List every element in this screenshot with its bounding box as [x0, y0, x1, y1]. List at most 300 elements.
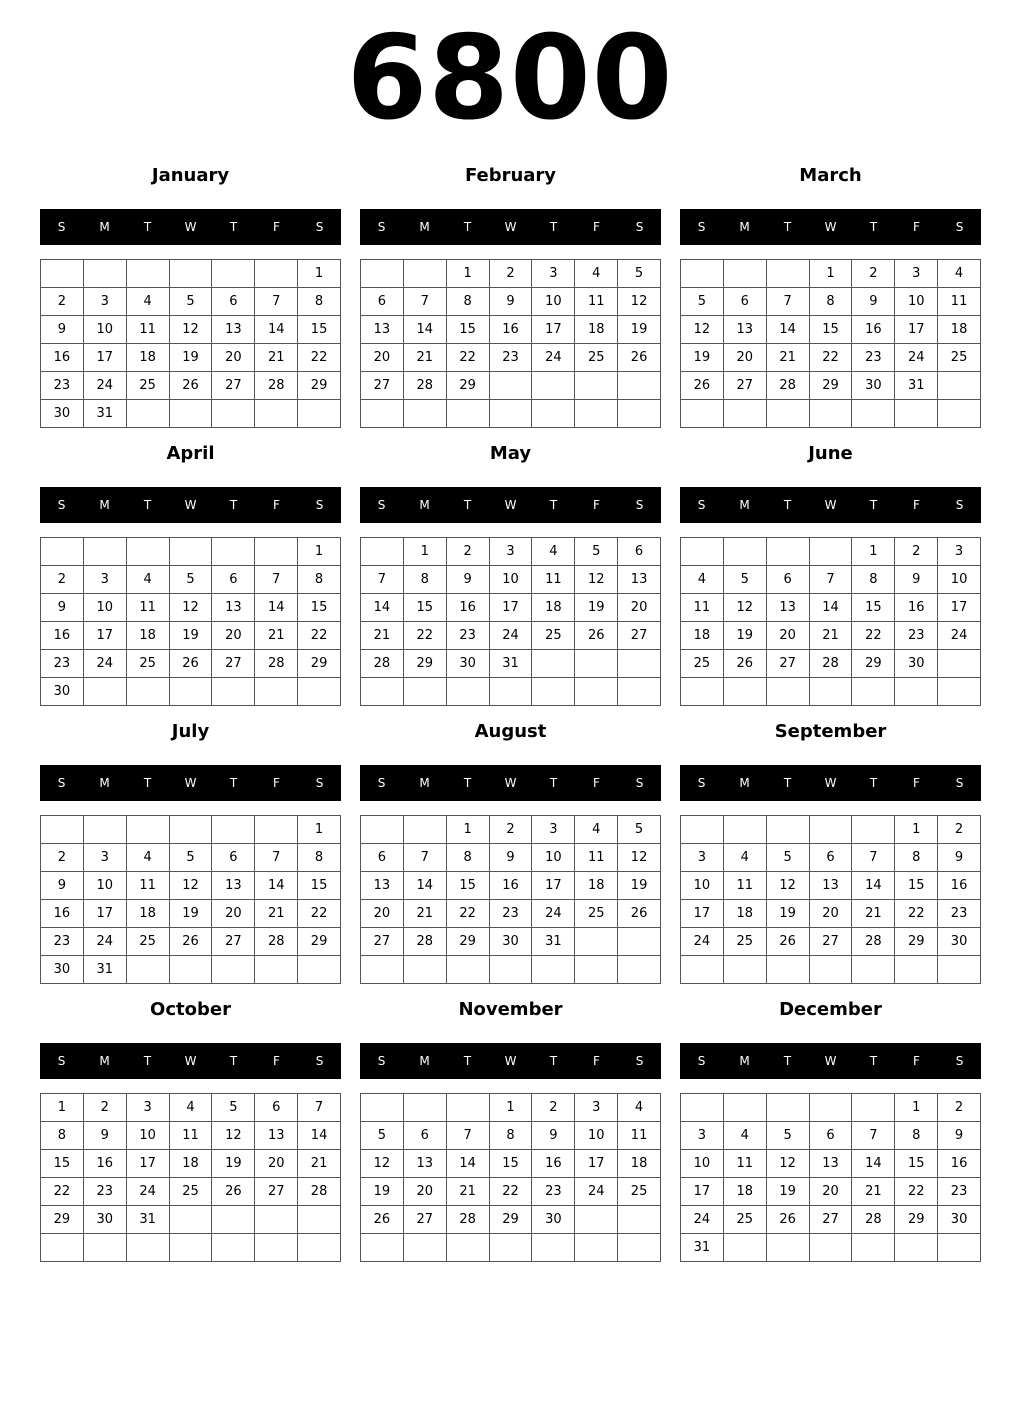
day-cell: 23 — [532, 1178, 575, 1206]
day-cell: 2 — [41, 566, 84, 594]
day-cell: 21 — [255, 622, 298, 650]
day-cell: 27 — [212, 650, 255, 678]
day-cell: 10 — [895, 288, 938, 316]
empty-day-cell — [681, 400, 724, 428]
day-cell: 30 — [895, 650, 938, 678]
empty-day-cell — [575, 1206, 618, 1234]
day-cell: 23 — [41, 928, 84, 956]
day-cell: 8 — [852, 566, 895, 594]
weekday-label: S — [635, 220, 644, 234]
empty-day-cell — [810, 956, 853, 984]
day-cell: 4 — [127, 288, 170, 316]
day-cell: 25 — [724, 1206, 767, 1234]
empty-day-cell — [532, 1234, 575, 1262]
day-cell: 15 — [404, 594, 447, 622]
weekday-label: W — [184, 1054, 197, 1068]
day-cell: 15 — [298, 872, 341, 900]
day-cell: 19 — [681, 344, 724, 372]
weekday-label: T — [783, 220, 792, 234]
day-cell: 9 — [852, 288, 895, 316]
empty-day-cell — [575, 400, 618, 428]
weekday-label: F — [593, 498, 600, 512]
empty-day-cell — [41, 1234, 84, 1262]
day-cell: 16 — [938, 872, 981, 900]
day-cell: 1 — [810, 260, 853, 288]
day-cell: 24 — [490, 622, 533, 650]
month-name: May — [489, 443, 532, 464]
day-cell: 18 — [724, 900, 767, 928]
weekday-label: S — [697, 498, 706, 512]
day-cell: 9 — [490, 288, 533, 316]
day-cell: 2 — [41, 844, 84, 872]
empty-day-cell — [938, 650, 981, 678]
empty-day-cell — [84, 538, 127, 566]
day-cell: 23 — [938, 900, 981, 928]
day-cell: 5 — [767, 844, 810, 872]
day-cell: 23 — [852, 344, 895, 372]
empty-day-cell — [938, 372, 981, 400]
day-cell: 13 — [767, 594, 810, 622]
day-cell: 21 — [404, 344, 447, 372]
empty-day-cell — [490, 956, 533, 984]
day-cell: 11 — [575, 288, 618, 316]
weekday-label: S — [377, 1054, 386, 1068]
empty-day-cell — [127, 400, 170, 428]
weekday-label: M — [419, 220, 430, 234]
day-cell: 20 — [212, 344, 255, 372]
day-cell: 16 — [447, 594, 490, 622]
weekday-label: W — [824, 498, 837, 512]
day-cell: 1 — [41, 1094, 84, 1122]
day-cell: 24 — [532, 344, 575, 372]
weekday-label: M — [419, 498, 430, 512]
weekday-label: M — [99, 220, 110, 234]
day-cell: 28 — [255, 372, 298, 400]
day-cell: 24 — [127, 1178, 170, 1206]
day-cell: 15 — [852, 594, 895, 622]
day-cell: 15 — [895, 872, 938, 900]
day-cell: 15 — [298, 316, 341, 344]
day-cell: 29 — [41, 1206, 84, 1234]
empty-day-cell — [724, 400, 767, 428]
day-cell: 5 — [361, 1122, 404, 1150]
empty-day-cell — [810, 678, 853, 706]
empty-day-cell — [212, 400, 255, 428]
weekday-header — [680, 487, 981, 523]
day-cell: 19 — [361, 1178, 404, 1206]
day-cell: 15 — [810, 316, 853, 344]
day-cell: 28 — [404, 928, 447, 956]
day-cell: 19 — [618, 872, 661, 900]
day-cell: 12 — [575, 566, 618, 594]
weekday-label: T — [783, 498, 792, 512]
empty-day-cell — [575, 928, 618, 956]
empty-day-cell — [361, 956, 404, 984]
day-cell: 2 — [490, 816, 533, 844]
weekday-label: S — [57, 1054, 66, 1068]
day-cell: 31 — [895, 372, 938, 400]
day-cell: 1 — [895, 1094, 938, 1122]
day-cell: 22 — [298, 344, 341, 372]
empty-day-cell — [84, 816, 127, 844]
day-cell: 28 — [255, 650, 298, 678]
empty-day-cell — [490, 1234, 533, 1262]
day-cell: 13 — [212, 316, 255, 344]
day-cell: 13 — [361, 316, 404, 344]
empty-day-cell — [41, 538, 84, 566]
day-cell: 29 — [490, 1206, 533, 1234]
day-cell: 23 — [938, 1178, 981, 1206]
weekday-label: S — [315, 220, 324, 234]
empty-day-cell — [255, 538, 298, 566]
day-cell: 31 — [681, 1234, 724, 1262]
day-cell: 3 — [490, 538, 533, 566]
day-cell: 6 — [404, 1122, 447, 1150]
day-cell: 30 — [490, 928, 533, 956]
day-cell: 25 — [938, 344, 981, 372]
day-cell: 5 — [170, 566, 213, 594]
empty-day-cell — [447, 1094, 490, 1122]
empty-day-cell — [255, 260, 298, 288]
day-grid — [360, 815, 661, 984]
weekday-label: T — [143, 776, 152, 790]
day-cell: 24 — [84, 650, 127, 678]
day-cell: 12 — [767, 1150, 810, 1178]
empty-day-cell — [724, 1094, 767, 1122]
day-cell: 30 — [41, 400, 84, 428]
empty-day-cell — [447, 678, 490, 706]
day-cell: 1 — [895, 816, 938, 844]
day-cell: 28 — [404, 372, 447, 400]
day-cell: 18 — [724, 1178, 767, 1206]
empty-day-cell — [361, 1094, 404, 1122]
empty-day-cell — [404, 1234, 447, 1262]
day-cell: 19 — [724, 622, 767, 650]
day-cell: 10 — [490, 566, 533, 594]
day-cell: 22 — [298, 622, 341, 650]
day-cell: 26 — [618, 900, 661, 928]
day-cell: 30 — [41, 678, 84, 706]
day-cell: 26 — [575, 622, 618, 650]
empty-day-cell — [724, 1234, 767, 1262]
weekday-label: F — [593, 1054, 600, 1068]
day-cell: 10 — [84, 872, 127, 900]
day-cell: 16 — [895, 594, 938, 622]
weekday-label: F — [913, 220, 920, 234]
day-cell: 8 — [490, 1122, 533, 1150]
day-cell: 6 — [810, 844, 853, 872]
day-cell: 9 — [84, 1122, 127, 1150]
day-cell: 30 — [938, 928, 981, 956]
weekday-label: S — [955, 776, 964, 790]
day-cell: 2 — [84, 1094, 127, 1122]
month-name: August — [474, 721, 547, 742]
day-cell: 21 — [810, 622, 853, 650]
day-cell: 11 — [681, 594, 724, 622]
weekday-label: F — [913, 776, 920, 790]
month-name: November — [458, 999, 563, 1020]
day-cell: 30 — [84, 1206, 127, 1234]
weekday-label: W — [824, 776, 837, 790]
day-cell: 19 — [170, 622, 213, 650]
day-cell: 22 — [41, 1178, 84, 1206]
day-cell: 3 — [681, 1122, 724, 1150]
day-cell: 20 — [361, 900, 404, 928]
day-cell: 5 — [618, 816, 661, 844]
empty-day-cell — [575, 956, 618, 984]
day-cell: 12 — [618, 844, 661, 872]
empty-day-cell — [724, 956, 767, 984]
day-cell: 1 — [852, 538, 895, 566]
empty-day-cell — [895, 678, 938, 706]
day-grid — [40, 259, 341, 428]
day-cell: 22 — [298, 900, 341, 928]
day-cell: 9 — [938, 1122, 981, 1150]
day-cell: 7 — [810, 566, 853, 594]
empty-day-cell — [255, 1234, 298, 1262]
day-cell: 12 — [681, 316, 724, 344]
empty-day-cell — [767, 1094, 810, 1122]
day-cell: 10 — [84, 594, 127, 622]
day-cell: 27 — [810, 928, 853, 956]
weekday-header — [40, 1043, 341, 1079]
day-cell: 27 — [767, 650, 810, 678]
weekday-label: T — [143, 220, 152, 234]
weekday-label: F — [593, 776, 600, 790]
day-cell: 22 — [895, 1178, 938, 1206]
day-cell: 21 — [447, 1178, 490, 1206]
day-cell: 8 — [404, 566, 447, 594]
day-cell: 5 — [212, 1094, 255, 1122]
empty-day-cell — [127, 538, 170, 566]
day-cell: 25 — [127, 650, 170, 678]
day-cell: 25 — [681, 650, 724, 678]
weekday-label: M — [739, 498, 750, 512]
day-cell: 4 — [618, 1094, 661, 1122]
weekday-header — [40, 765, 341, 801]
weekday-label: F — [593, 220, 600, 234]
weekday-label: S — [377, 776, 386, 790]
day-cell: 27 — [212, 928, 255, 956]
day-cell: 26 — [767, 928, 810, 956]
day-cell: 7 — [361, 566, 404, 594]
day-cell: 16 — [41, 344, 84, 372]
day-cell: 10 — [84, 316, 127, 344]
empty-day-cell — [810, 400, 853, 428]
day-cell: 25 — [532, 622, 575, 650]
weekday-label: S — [57, 498, 66, 512]
day-cell: 14 — [852, 872, 895, 900]
empty-day-cell — [724, 678, 767, 706]
day-cell: 17 — [532, 316, 575, 344]
day-cell: 26 — [170, 928, 213, 956]
day-cell: 6 — [361, 844, 404, 872]
day-cell: 19 — [170, 900, 213, 928]
day-cell: 24 — [938, 622, 981, 650]
day-cell: 18 — [532, 594, 575, 622]
empty-day-cell — [255, 956, 298, 984]
day-cell: 17 — [575, 1150, 618, 1178]
day-cell: 28 — [255, 928, 298, 956]
day-cell: 14 — [404, 872, 447, 900]
empty-day-cell — [618, 372, 661, 400]
empty-day-cell — [127, 816, 170, 844]
day-cell: 22 — [447, 900, 490, 928]
day-cell: 6 — [810, 1122, 853, 1150]
empty-day-cell — [170, 260, 213, 288]
day-cell: 31 — [84, 956, 127, 984]
day-cell: 25 — [618, 1178, 661, 1206]
day-cell: 6 — [212, 288, 255, 316]
empty-day-cell — [938, 1234, 981, 1262]
weekday-label: S — [57, 220, 66, 234]
day-cell: 4 — [127, 844, 170, 872]
day-cell: 12 — [212, 1122, 255, 1150]
day-cell: 3 — [895, 260, 938, 288]
day-cell: 2 — [895, 538, 938, 566]
day-cell: 12 — [767, 872, 810, 900]
day-cell: 2 — [852, 260, 895, 288]
weekday-label: W — [504, 498, 517, 512]
day-cell: 26 — [767, 1206, 810, 1234]
weekday-label: W — [504, 1054, 517, 1068]
day-cell: 7 — [404, 288, 447, 316]
empty-day-cell — [532, 678, 575, 706]
day-cell: 7 — [255, 844, 298, 872]
day-cell: 28 — [361, 650, 404, 678]
month-name: April — [166, 443, 215, 464]
day-cell: 3 — [84, 288, 127, 316]
day-cell: 2 — [490, 260, 533, 288]
day-cell: 24 — [575, 1178, 618, 1206]
day-cell: 23 — [41, 372, 84, 400]
weekday-header — [680, 1043, 981, 1079]
day-cell: 29 — [298, 372, 341, 400]
day-cell: 20 — [212, 900, 255, 928]
day-cell: 7 — [298, 1094, 341, 1122]
empty-day-cell — [681, 956, 724, 984]
day-cell: 5 — [618, 260, 661, 288]
empty-day-cell — [298, 956, 341, 984]
day-cell: 29 — [895, 1206, 938, 1234]
day-cell: 11 — [575, 844, 618, 872]
day-cell: 7 — [852, 844, 895, 872]
empty-day-cell — [404, 678, 447, 706]
day-cell: 11 — [618, 1122, 661, 1150]
day-cell: 9 — [490, 844, 533, 872]
day-cell: 23 — [895, 622, 938, 650]
day-cell: 16 — [938, 1150, 981, 1178]
day-cell: 27 — [618, 622, 661, 650]
empty-day-cell — [852, 400, 895, 428]
empty-day-cell — [767, 678, 810, 706]
day-cell: 29 — [447, 372, 490, 400]
day-cell: 24 — [84, 372, 127, 400]
day-cell: 3 — [84, 566, 127, 594]
empty-day-cell — [681, 260, 724, 288]
day-cell: 10 — [532, 288, 575, 316]
day-cell: 30 — [447, 650, 490, 678]
day-cell: 5 — [170, 844, 213, 872]
day-cell: 3 — [681, 844, 724, 872]
day-cell: 8 — [447, 844, 490, 872]
day-cell: 17 — [938, 594, 981, 622]
day-cell: 13 — [618, 566, 661, 594]
month-name: December — [779, 999, 882, 1020]
empty-day-cell — [361, 1234, 404, 1262]
empty-day-cell — [532, 650, 575, 678]
day-cell: 14 — [767, 316, 810, 344]
day-cell: 12 — [618, 288, 661, 316]
day-cell: 9 — [532, 1122, 575, 1150]
empty-day-cell — [127, 956, 170, 984]
day-cell: 7 — [447, 1122, 490, 1150]
day-cell: 1 — [490, 1094, 533, 1122]
weekday-label: W — [824, 1054, 837, 1068]
day-cell: 31 — [84, 400, 127, 428]
day-cell: 21 — [255, 344, 298, 372]
empty-day-cell — [575, 1234, 618, 1262]
empty-day-cell — [170, 678, 213, 706]
empty-day-cell — [404, 400, 447, 428]
day-cell: 13 — [724, 316, 767, 344]
day-cell: 26 — [618, 344, 661, 372]
empty-day-cell — [170, 538, 213, 566]
day-cell: 19 — [575, 594, 618, 622]
day-cell: 26 — [170, 372, 213, 400]
day-cell: 2 — [532, 1094, 575, 1122]
day-cell: 6 — [724, 288, 767, 316]
weekday-label: S — [635, 498, 644, 512]
day-cell: 16 — [41, 622, 84, 650]
day-cell: 19 — [767, 900, 810, 928]
day-cell: 4 — [681, 566, 724, 594]
day-cell: 26 — [681, 372, 724, 400]
day-cell: 3 — [84, 844, 127, 872]
empty-day-cell — [41, 816, 84, 844]
weekday-label: T — [549, 1054, 558, 1068]
empty-day-cell — [852, 1234, 895, 1262]
day-cell: 14 — [255, 594, 298, 622]
weekday-label: W — [504, 220, 517, 234]
weekday-label: T — [869, 498, 878, 512]
weekday-label: F — [273, 220, 280, 234]
day-cell: 7 — [767, 288, 810, 316]
empty-day-cell — [127, 1234, 170, 1262]
day-cell: 12 — [170, 594, 213, 622]
day-cell: 27 — [255, 1178, 298, 1206]
day-cell: 31 — [490, 650, 533, 678]
day-cell: 21 — [404, 900, 447, 928]
day-cell: 17 — [490, 594, 533, 622]
day-cell: 24 — [84, 928, 127, 956]
empty-day-cell — [41, 260, 84, 288]
empty-day-cell — [532, 372, 575, 400]
empty-day-cell — [404, 260, 447, 288]
day-cell: 3 — [532, 260, 575, 288]
weekday-label: T — [869, 220, 878, 234]
day-cell: 30 — [938, 1206, 981, 1234]
day-cell: 19 — [170, 344, 213, 372]
day-cell: 28 — [767, 372, 810, 400]
weekday-label: S — [697, 776, 706, 790]
day-cell: 26 — [212, 1178, 255, 1206]
day-cell: 30 — [852, 372, 895, 400]
day-cell: 13 — [810, 1150, 853, 1178]
day-cell: 1 — [404, 538, 447, 566]
day-grid — [360, 537, 661, 706]
day-cell: 11 — [127, 316, 170, 344]
